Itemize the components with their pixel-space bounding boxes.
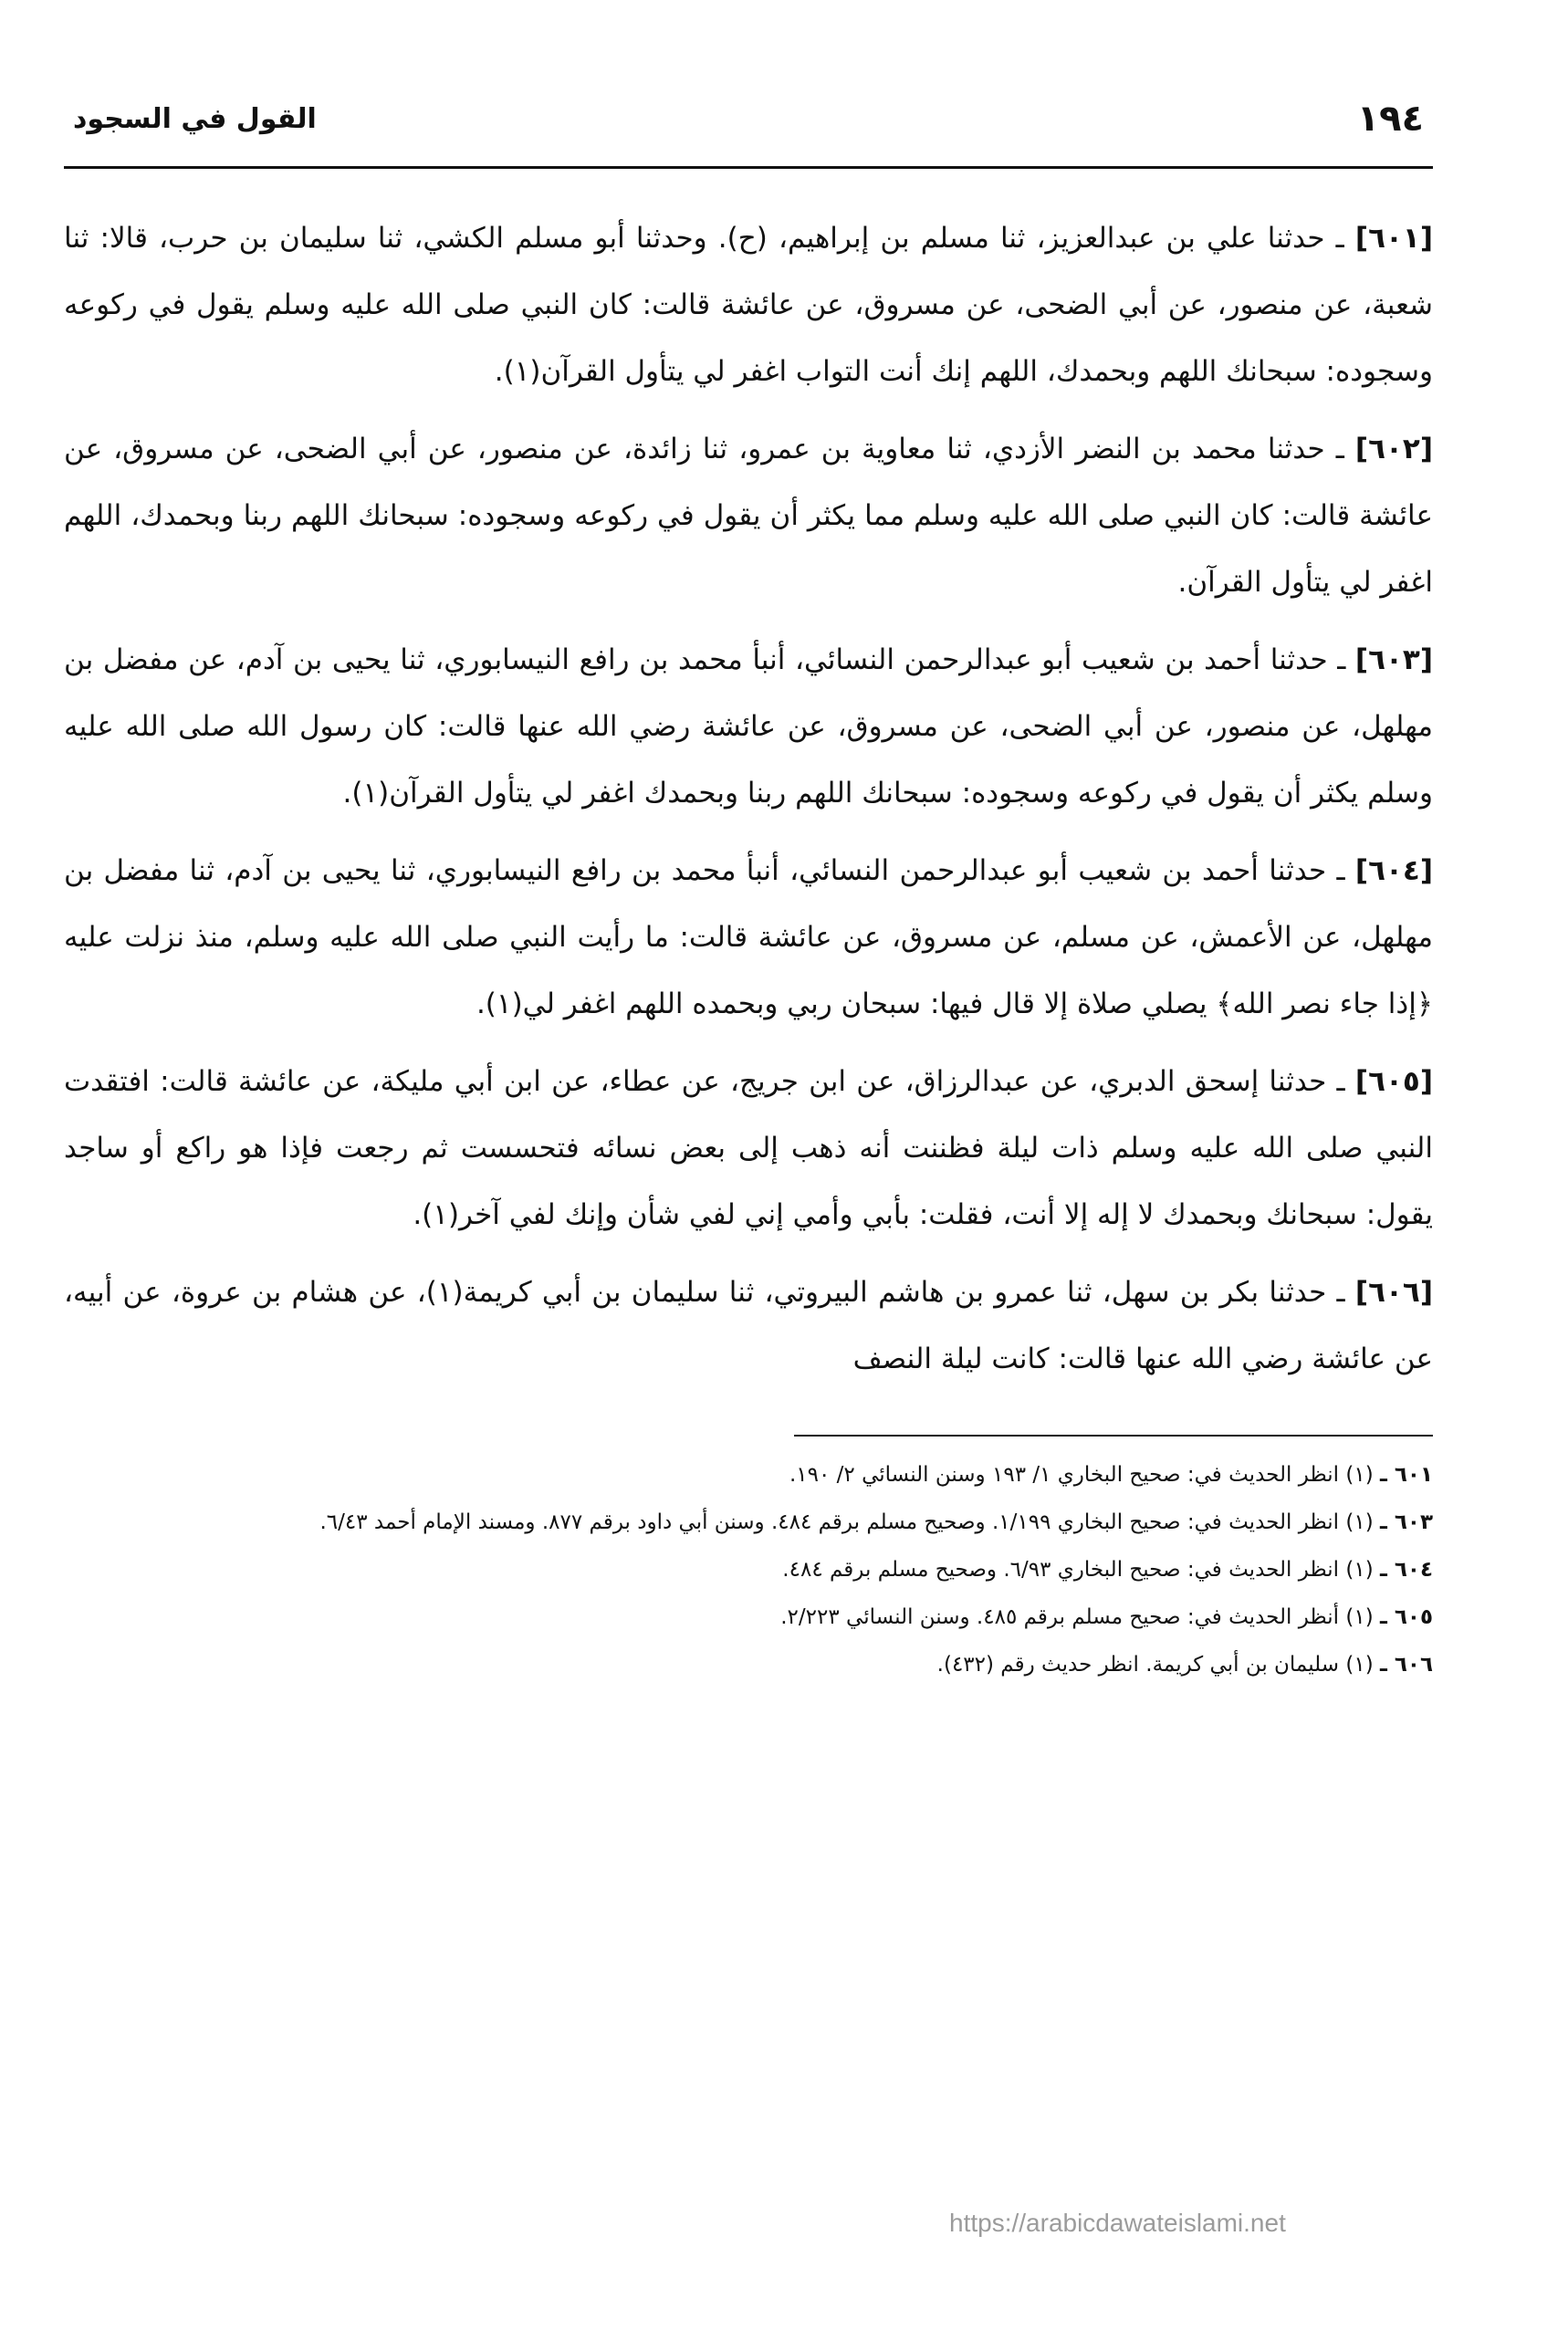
footnotes	[64, 1451, 1433, 1688]
hadith-number: [٦٠٦]	[1354, 1276, 1433, 1309]
hadith-text: ـ حدثنا أحمد بن شعيب أبو عبدالرحمن النسائي، أنبأ محمد بن رافع النيسابوري، ثنا يحيى بن آدم، ثنا مفضل بن مهلهل، عن الأعمش، عن مسلم، عن مسروق، عن عائشة قالت: ما رأيت النبي صلى الله عليه وسلم، منذ نزلت عليه ﴿إذا جاء نصر الله﴾ يصلي صلاة إلا قال فيها: سبحان ربي وبحمده اللهم اغفر لي(١).	[64, 854, 1433, 1020]
footnote-number: ٦٠٥ ـ	[1380, 1605, 1433, 1629]
running-title: القول في السجود	[73, 102, 317, 135]
footnote	[64, 1451, 1433, 1499]
footnote-text: (١) سليمان بن أبي كريمة. انظر حديث رقم (٤٣٢).	[936, 1653, 1380, 1677]
hadith-paragraph	[64, 205, 1433, 405]
footnote-text: (١) أنظر الحديث في: صحيح مسلم برقم ٤٨٥. وسنن النسائي ٢/٢٢٣.	[780, 1605, 1380, 1629]
footnote-number: ٦٠٤ ـ	[1380, 1558, 1433, 1582]
hadith-text: ـ حدثنا محمد بن النضر الأزدي، ثنا معاوية بن عمرو، ثنا زائدة، عن منصور، عن أبي الضحى، عن مسروق، عن عائشة قالت: كان النبي صلى الله عليه وسلم مما يكثر أن يقول في ركوعه وسجوده: سبحانك اللهم ربنا وبحمدك، اللهم اغفر لي يتأول القرآن.	[64, 433, 1433, 599]
hadith-paragraph	[64, 1049, 1433, 1249]
footnote-text: (١) انظر الحديث في: صحيح البخاري ٦/٩٣. وصحيح مسلم برقم ٤٨٤.	[782, 1558, 1380, 1582]
main-text	[64, 169, 1433, 1393]
footnote-text: (١) انظر الحديث في: صحيح البخاري ١/١٩٩. وصحيح مسلم برقم ٤٨٤. وسنن أبي داود برقم ٨٧٧. ومسند الإمام أحمد ٦/٤٣.	[319, 1510, 1380, 1534]
footnote-number: ٦٠٦ ـ	[1380, 1653, 1433, 1677]
hadith-text: ـ حدثنا علي بن عبدالعزيز، ثنا مسلم بن إبراهيم، (ح). وحدثنا أبو مسلم الكشي، ثنا سليمان بن حرب، قالا: ثنا شعبة، عن منصور، عن أبي الضحى، عن مسروق، عن عائشة قالت: كان النبي صلى الله عليه وسلم يقول في ركوعه وسجوده: سبحانك اللهم وبحمدك، اللهم إنك أنت التواب اغفر لي يتأول القرآن(١).	[64, 222, 1433, 388]
hadith-number: [٦٠٢]	[1354, 433, 1433, 465]
footnote-separator	[794, 1435, 1433, 1437]
footnote	[64, 1546, 1433, 1593]
hadith-number: [٦٠٥]	[1354, 1065, 1433, 1098]
footnote-number: ٦٠١ ـ	[1380, 1463, 1433, 1487]
hadith-paragraph	[64, 838, 1433, 1038]
hadith-paragraph	[64, 416, 1433, 616]
page-header	[64, 82, 1433, 169]
footnote-number: ٦٠٣ ـ	[1380, 1510, 1433, 1534]
hadith-text: ـ حدثنا أحمد بن شعيب أبو عبدالرحمن النسائي، أنبأ محمد بن رافع النيسابوري، ثنا يحيى بن آدم، عن مفضل بن مهلهل، عن منصور، عن أبي الضحى، عن مسروق، عن عائشة رضي الله عنها قالت: كان رسول الله صلى الله عليه وسلم يكثر أن يقول في ركوعه وسجوده: سبحانك اللهم ربنا وبحمدك اغفر لي يتأول القرآن(١).	[64, 643, 1433, 810]
footnote-text: (١) انظر الحديث في: صحيح البخاري ١/ ١٩٣ وسنن النسائي ٢/ ١٩٠.	[789, 1463, 1380, 1487]
hadith-text: ـ حدثنا بكر بن سهل، ثنا عمرو بن هاشم البيروتي، ثنا سليمان بن أبي كريمة(١)، عن هشام بن عروة، عن أبيه، عن عائشة رضي الله عنها قالت: كانت ليلة النصف	[64, 1276, 1433, 1375]
footnote	[64, 1641, 1433, 1688]
page-number: ١٩٤	[1356, 98, 1424, 140]
hadith-text: ـ حدثنا إسحق الدبري، عن عبدالرزاق، عن ابن جريج، عن عطاء، عن ابن أبي مليكة، عن عائشة قالت: افتقدت النبي صلى الله عليه وسلم ذات ليلة فظننت أنه ذهب إلى بعض نسائه فتحسست ثم رجعت فإذا هو راكع أو ساجد يقول: سبحانك وبحمدك لا إله إلا أنت، فقلت: بأبي وأمي إني لفي شأن وإنك لفي آخر(١).	[64, 1065, 1433, 1231]
footnote	[64, 1499, 1433, 1546]
hadith-number: [٦٠٣]	[1354, 643, 1433, 676]
watermark-url: https://arabicdawateislami.net	[949, 2209, 1286, 2237]
hadith-paragraph	[64, 1259, 1433, 1393]
footnote	[64, 1593, 1433, 1641]
hadith-number: [٦٠١]	[1354, 222, 1433, 255]
hadith-paragraph	[64, 627, 1433, 827]
hadith-number: [٦٠٤]	[1354, 854, 1433, 887]
book-page	[64, 82, 1433, 2291]
